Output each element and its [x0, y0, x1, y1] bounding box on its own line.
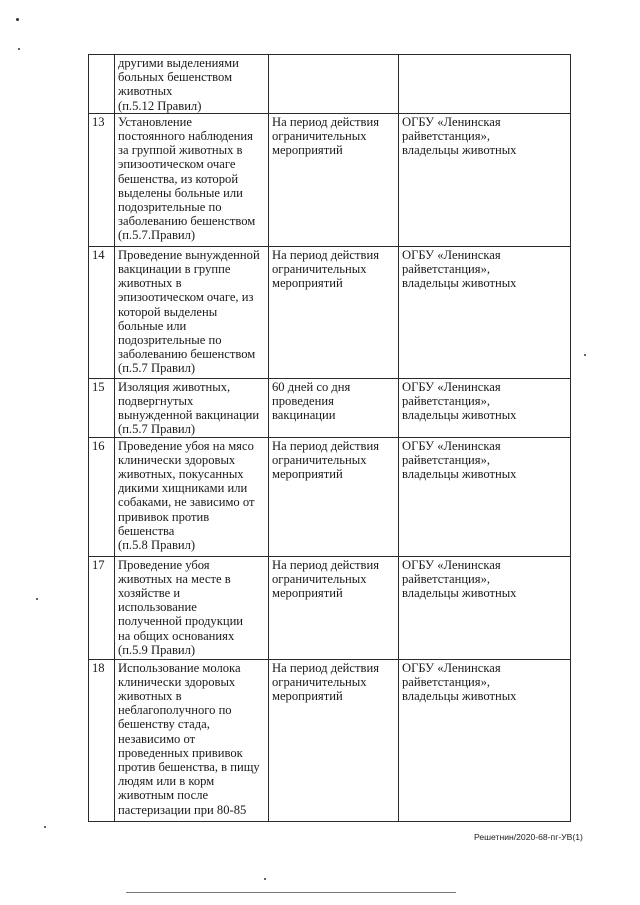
row-term: 60 дней со дня проведения вакцинации [269, 378, 399, 437]
row-responsible: ОГБУ «Ленинская райветстанция», владельцы животных [399, 437, 571, 556]
row-number: 17 [89, 556, 115, 659]
row-term: На период действия ограничительных мероприятий [269, 437, 399, 556]
row-action: другими выделениями больных бешенством животных (п.5.12 Правил) [115, 55, 269, 114]
row-term: На период действия ограничительных мероприятий [269, 659, 399, 821]
scan-speck [18, 48, 20, 50]
row-responsible: ОГБУ «Ленинская райветстанция», владельцы животных [399, 378, 571, 437]
row-action: Проведение убоя на мясо клинически здоровых животных, покусанных дикими хищниками или собаками, не зависимо от прививок против бешенства (п.5.8 Правил) [115, 437, 269, 556]
row-term: На период действия ограничительных мероприятий [269, 113, 399, 246]
table-row [89, 378, 571, 437]
document-code: Решетнин/2020-68-пг-УВ(1) [474, 832, 583, 842]
table-row [89, 113, 571, 246]
scan-speck [16, 18, 19, 21]
row-term: На период действия ограничительных мероприятий [269, 246, 399, 378]
row-number: 14 [89, 246, 115, 378]
table-row [89, 437, 571, 556]
bottom-divider [126, 892, 456, 893]
row-number: 15 [89, 378, 115, 437]
table-row [89, 55, 571, 114]
table-row [89, 246, 571, 378]
row-responsible: ОГБУ «Ленинская райветстанция», владельцы животных [399, 246, 571, 378]
table-row [89, 556, 571, 659]
scan-speck [264, 878, 266, 880]
row-number: 18 [89, 659, 115, 821]
row-number: 13 [89, 113, 115, 246]
row-action: Проведение вынужденной вакцинации в группе животных в эпизоотическом очаге, из которой выделены больные или подозрительные по заболеванию бешенством (п.5.7 Правил) [115, 246, 269, 378]
row-number: 16 [89, 437, 115, 556]
scan-speck [584, 354, 586, 356]
row-action: Использование молока клинически здоровых животных в неблагополучного по бешенству стада, независимо от проведенных прививок против бешенства, в пищу людям или в корм животным после пастеризации при 80-85 [115, 659, 269, 821]
row-number [89, 55, 115, 114]
row-action: Проведение убоя животных на месте в хозяйстве и использование полученной продукции на общих основаниях (п.5.9 Правил) [115, 556, 269, 659]
row-action: Установление постоянного наблюдения за группой животных в эпизоотическом очаге бешенства, из которой выделены больные или подозрительные по заболеванию бешенством (п.5.7.Правил) [115, 113, 269, 246]
scan-speck [36, 598, 38, 600]
row-responsible: ОГБУ «Ленинская райветстанция», владельцы животных [399, 113, 571, 246]
row-responsible: ОГБУ «Ленинская райветстанция», владельцы животных [399, 659, 571, 821]
scan-speck [44, 826, 46, 828]
row-responsible [399, 55, 571, 114]
row-responsible: ОГБУ «Ленинская райветстанция», владельцы животных [399, 556, 571, 659]
row-term: На период действия ограничительных мероприятий [269, 556, 399, 659]
row-action: Изоляция животных, подвергнутых вынужденной вакцинации (п.5.7 Правил) [115, 378, 269, 437]
table-row [89, 659, 571, 821]
measures-table [88, 54, 571, 822]
row-term [269, 55, 399, 114]
